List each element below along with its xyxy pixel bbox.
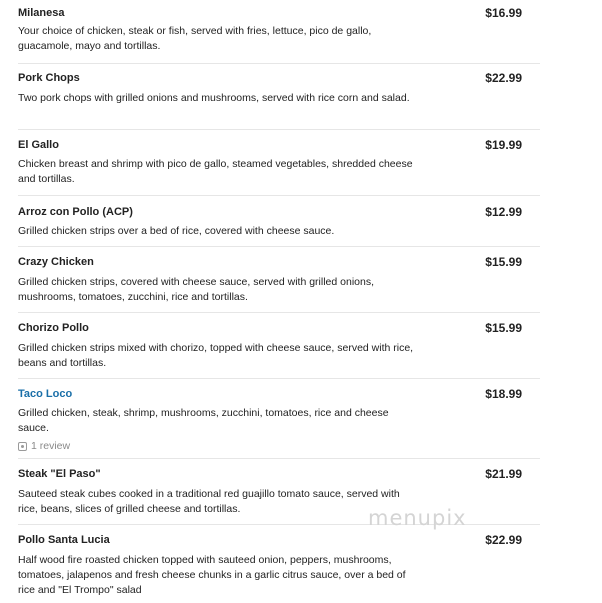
item-description: Chicken breast and shrimp with pico de gallo, steamed vegetables, shredded cheese and tortillas. xyxy=(18,158,413,185)
item-price: $18.99 xyxy=(485,387,522,401)
item-price: $22.99 xyxy=(485,71,522,85)
menu-item-taco-loco xyxy=(18,379,540,459)
item-name: Milanesa xyxy=(18,7,65,19)
item-description: Half wood fire roasted chicken topped with sauteed onion, peppers, mushrooms, tomatoes, jalapenos and fresh cheese chunks in a garlic citrus sauce, over a bed of rice and "El Trompo" salad xyxy=(18,554,406,596)
review-count: 1 review xyxy=(31,440,71,452)
item-description: Sauteed steak cubes cooked in a traditional red guajillo tomato sauce, served with rice, beans, slices of grilled cheese and tortillas. xyxy=(18,488,400,515)
item-price: $15.99 xyxy=(485,255,522,269)
menupix-watermark: menupix xyxy=(368,506,467,530)
item-price: $15.99 xyxy=(485,321,522,335)
menu-item-chorizo-pollo xyxy=(18,313,540,379)
item-name: Steak "El Paso" xyxy=(18,468,101,480)
item-description: Grilled chicken strips mixed with chorizo, topped with cheese sauce, served with rice, beans and tortillas. xyxy=(18,342,414,369)
menu-item-crazy-chicken xyxy=(18,247,540,313)
item-name: Arroz con Pollo (ACP) xyxy=(18,206,133,218)
item-price: $16.99 xyxy=(485,6,522,20)
item-description: Grilled chicken, steak, shrimp, mushrooms, zucchini, tomatoes, rice and cheese sauce. xyxy=(18,407,389,434)
item-price: $12.99 xyxy=(485,205,522,219)
item-name: Chorizo Pollo xyxy=(18,322,89,334)
menu-item-pork-chops xyxy=(18,64,540,130)
item-description: Your choice of chicken, steak or fish, served with fries, lettuce, pico de gallo, guacamole, mayo and tortillas. xyxy=(18,25,372,52)
item-price: $21.99 xyxy=(485,467,522,481)
item-name: Crazy Chicken xyxy=(18,256,94,268)
menu-item-pollo-santa-lucia xyxy=(18,525,540,603)
review-icon xyxy=(18,442,27,451)
review-link[interactable] xyxy=(18,440,70,452)
item-price: $19.99 xyxy=(485,138,522,152)
item-name: Pork Chops xyxy=(18,72,80,84)
item-description: Grilled chicken strips over a bed of rice, covered with cheese sauce. xyxy=(18,225,335,237)
item-name: Pollo Santa Lucia xyxy=(18,534,110,546)
menu-item-arroz-con-pollo xyxy=(18,196,540,247)
item-price: $22.99 xyxy=(485,533,522,547)
item-name-link[interactable]: Taco Loco xyxy=(18,388,73,400)
item-name: El Gallo xyxy=(18,139,59,151)
item-description: Two pork chops with grilled onions and mushrooms, served with rice corn and salad. xyxy=(18,92,410,104)
menu-item-el-gallo xyxy=(18,130,540,196)
menu-item-milanesa xyxy=(18,0,540,64)
item-description: Grilled chicken strips, covered with cheese sauce, served with grilled onions, mushrooms, tomatoes, zucchini, rice and tortillas. xyxy=(18,276,375,303)
